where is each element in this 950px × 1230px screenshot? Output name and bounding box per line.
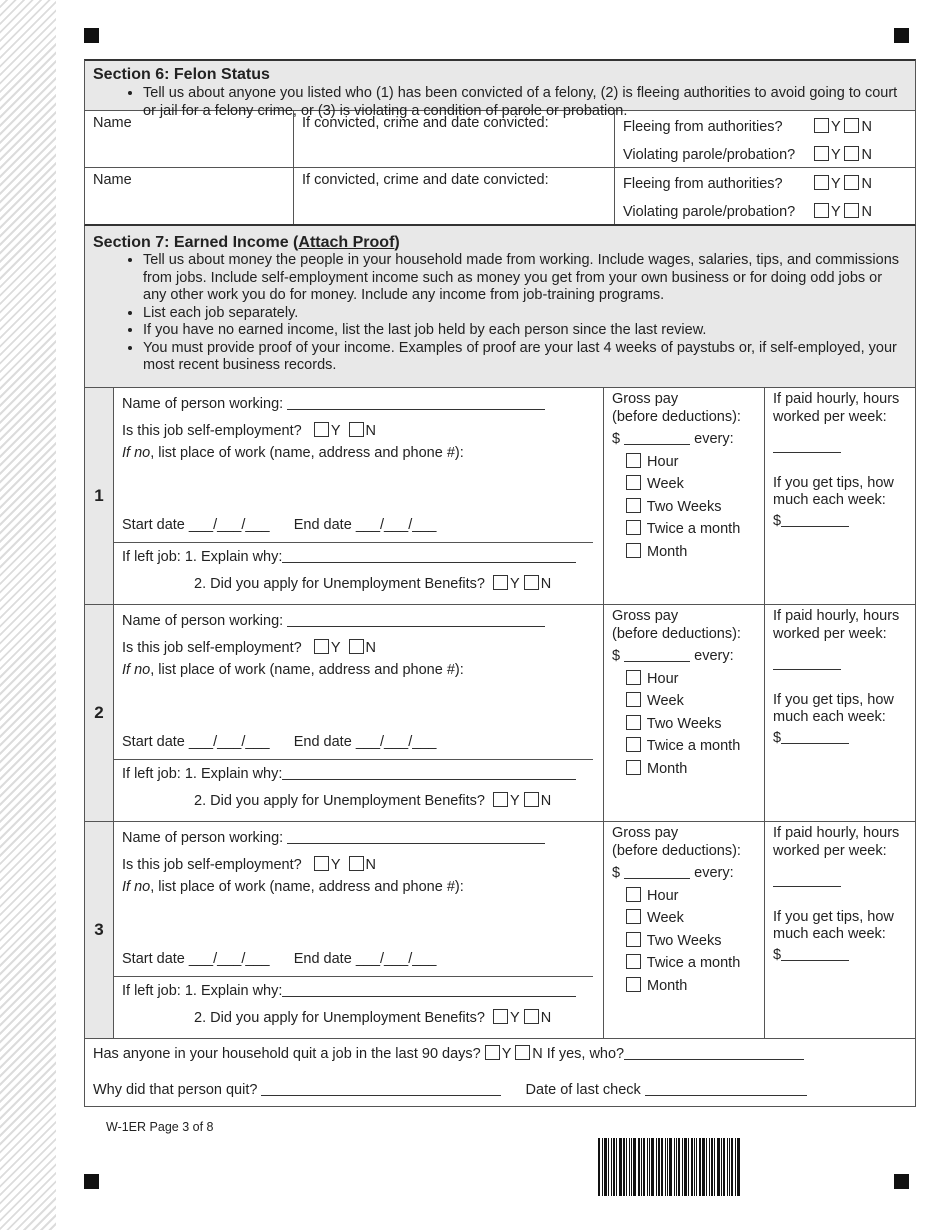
- barcode-bar: [608, 1138, 609, 1196]
- barcode-bar: [656, 1138, 657, 1196]
- pay-period-option[interactable]: [612, 713, 756, 736]
- job-block-3: 3 Name of person working: Is this job self-employment? Y N If no, list place of work (name, address and phone #): Start date ___/___/___ End date ___/___/___ If left job: 1. Explain why: 2. Did you apply for Unemployment Benefits? Y N Gross pay (before deductions): $ every: Hour Week Two Weeks Twice a month Month If paid hourly, hours worked per week: If you get tips, how much each week: $: [84, 822, 916, 1039]
- end-date-label: End date: [293, 517, 352, 533]
- pay-period-label: Twice a month: [646, 955, 741, 971]
- barcode-bar: [658, 1138, 660, 1196]
- unemployment-label: 2. Did you apply for Unemployment Benefits?: [194, 576, 485, 592]
- section7-bullet-2: • List each job separately.: [143, 305, 907, 323]
- quit-question: Has anyone in your household quit a job in the last 90 days?: [93, 1046, 481, 1062]
- start-date-field[interactable]: ___/___/___: [188, 734, 270, 750]
- felon-row-2: Name If convicted, crime and date convicted: Fleeing from authorities? Y N Violating parole/probation? Y N: [84, 168, 916, 226]
- barcode-bar: [731, 1138, 733, 1196]
- barcode-bar: [688, 1138, 689, 1196]
- section6-bullet: • Tell us about anyone you listed who (1) has been convicted of a felony, (2) is fleeing authorities to avoid going to court or jail for a felony crime, or (3) is violating a condition of parole or probation.: [143, 84, 907, 120]
- end-date-label: End date: [293, 734, 352, 750]
- pay-period-checkbox[interactable]: [626, 737, 641, 752]
- barcode-bar: [604, 1138, 607, 1196]
- barcode-bar: [643, 1138, 645, 1196]
- pay-period-option[interactable]: [612, 451, 756, 474]
- pay-period-label: Twice a month: [646, 738, 741, 754]
- section7-bullet-3: • If you have no earned income, list the last job held by each person since the last review.: [143, 322, 907, 340]
- barcode-bar: [638, 1138, 640, 1196]
- parole-label: Violating parole/probation?: [623, 204, 796, 220]
- barcode-bar: [676, 1138, 677, 1196]
- job-number: 3: [85, 822, 114, 1038]
- barcode-bar: [667, 1138, 668, 1196]
- fleeing-no-checkbox[interactable]: [844, 175, 859, 190]
- pay-period-label: Hour: [647, 453, 679, 470]
- registration-mark-bottom-left: [84, 1174, 99, 1189]
- pay-period-label: Hour: [647, 670, 679, 687]
- pay-period-label: Two Weeks: [646, 715, 722, 732]
- quit-section: Has anyone in your household quit a job in the last 90 days? Y N If yes, who? Why did that person quit? Date of last check: [84, 1039, 916, 1107]
- pay-period-checkbox[interactable]: [626, 932, 641, 947]
- barcode-bar: [661, 1138, 663, 1196]
- start-date-field[interactable]: ___/___/___: [188, 951, 270, 967]
- pay-period-checkbox[interactable]: [626, 909, 641, 924]
- pay-period-checkbox[interactable]: [626, 760, 641, 775]
- pay-period-checkbox[interactable]: [626, 498, 641, 513]
- barcode-bar: [631, 1138, 632, 1196]
- explain-why-field[interactable]: [282, 982, 576, 997]
- if-yes-who-label: If yes, who?: [546, 1046, 625, 1062]
- pay-period-label: Twice a month: [646, 521, 741, 537]
- place-of-work-label: , list place of work (name, address and phone #):: [150, 879, 464, 895]
- pay-period-label: Two Weeks: [646, 932, 722, 949]
- last-check-field[interactable]: [645, 1081, 807, 1096]
- pay-period-checkbox[interactable]: [626, 543, 641, 558]
- barcode-bar: [711, 1138, 713, 1196]
- start-date-label: Start date: [122, 734, 185, 750]
- pay-period-option[interactable]: [612, 930, 756, 953]
- fleeing-yes-checkbox[interactable]: [814, 118, 829, 133]
- self-emp-yes-checkbox[interactable]: [314, 422, 329, 437]
- pay-period-label: Month: [647, 543, 688, 560]
- person-working-label: Name of person working:: [122, 613, 284, 629]
- unemp-no-checkbox[interactable]: [524, 575, 539, 590]
- self-employment-label: Is this job self-employment?: [122, 423, 302, 439]
- end-date-field[interactable]: ___/___/___: [355, 734, 437, 750]
- section7-header: [84, 226, 916, 388]
- unemp-yes-checkbox[interactable]: [493, 1009, 508, 1024]
- parole-no-checkbox[interactable]: [844, 146, 859, 161]
- barcode-bar: [691, 1138, 693, 1196]
- pay-period-checkbox[interactable]: [626, 715, 641, 730]
- end-date-field[interactable]: ___/___/___: [355, 951, 437, 967]
- hours-tips-cell: If paid hourly, hours worked per week: If you get tips, how much each week: $: [773, 391, 900, 529]
- barcode: [598, 1138, 754, 1196]
- pay-period-label: Hour: [647, 887, 679, 904]
- section6-title: Section 6: Felon Status: [93, 66, 270, 83]
- quit-no-checkbox[interactable]: [515, 1045, 530, 1060]
- pay-period-checkbox[interactable]: [626, 692, 641, 707]
- parole-label: Violating parole/probation?: [623, 147, 796, 163]
- start-date-label: Start date: [122, 951, 185, 967]
- pay-period-checkbox[interactable]: [626, 887, 641, 902]
- job-block-1: 1 Name of person working: Is this job self-employment? Y N If no, list place of work (name, address and phone #): Start date ___/___/___ End date ___/___/___ If left job: 1. Explain why: 2. Did you apply for Unemployment Benefits? Y N Gross pay (before deductions): $ every: Hour Week Two Weeks Twice a month Month If paid hourly, hours worked per week: If you get tips, how much each week: $: [84, 388, 916, 605]
- person-working-field[interactable]: [287, 829, 545, 844]
- fleeing-no-checkbox[interactable]: [844, 118, 859, 133]
- pay-period-label: Week: [647, 476, 684, 492]
- pay-period-checkbox[interactable]: [626, 475, 641, 490]
- barcode-bar: [629, 1138, 630, 1196]
- start-date-label: Start date: [122, 517, 185, 533]
- pay-period-option[interactable]: [612, 496, 756, 519]
- barcode-bar: [699, 1138, 701, 1196]
- barcode-bar: [682, 1138, 683, 1196]
- page-number: W-1ER Page 3 of 8: [106, 1120, 214, 1134]
- hours-per-week-field[interactable]: [773, 438, 841, 453]
- unemp-yes-checkbox[interactable]: [493, 792, 508, 807]
- barcode-bar: [641, 1138, 642, 1196]
- self-employment-label: Is this job self-employment?: [122, 857, 302, 873]
- left-job-label: If left job: 1. Explain why:: [122, 766, 283, 782]
- person-working-label: Name of person working:: [122, 396, 284, 412]
- tips-per-week-field[interactable]: [781, 512, 849, 527]
- job-number: 1: [85, 388, 114, 604]
- left-job-label: If left job: 1. Explain why:: [122, 549, 283, 565]
- person-working-label: Name of person working:: [122, 830, 284, 846]
- pay-period-label: Week: [647, 693, 684, 709]
- unemp-no-checkbox[interactable]: [524, 1009, 539, 1024]
- felon-row-1: Name If convicted, crime and date convicted: Fleeing from authorities? Y N Violating parole/probation? Y N: [84, 111, 916, 168]
- unemp-yes-checkbox[interactable]: [493, 575, 508, 590]
- felon-name-label: Name: [93, 172, 132, 188]
- last-check-label: Date of last check: [525, 1082, 641, 1098]
- section7-bullet-4: • You must provide proof of your income. Examples of proof are your last 4 weeks of paystubs or, if self-employed, your most recent business records.: [143, 340, 907, 375]
- pay-period-option[interactable]: [612, 541, 756, 564]
- fleeing-label: Fleeing from authorities?: [623, 176, 783, 192]
- hours-per-week-field[interactable]: [773, 872, 841, 887]
- barcode-bar: [729, 1138, 730, 1196]
- job-number: 2: [85, 605, 114, 821]
- pay-period-checkbox[interactable]: [626, 453, 641, 468]
- who-quit-field[interactable]: [624, 1045, 804, 1060]
- gross-pay-field[interactable]: [624, 647, 690, 662]
- barcode-bar: [619, 1138, 622, 1196]
- registration-mark-top-right: [894, 28, 909, 43]
- fleeing-label: Fleeing from authorities?: [623, 119, 783, 135]
- parole-no-checkbox[interactable]: [844, 203, 859, 218]
- hours-tips-cell: If paid hourly, hours worked per week: If you get tips, how much each week: $: [773, 825, 900, 963]
- gross-pay-cell: Gross pay (before deductions): $ every: Hour Week Two Weeks Twice a month Month: [604, 822, 765, 1038]
- section7-title: Section 7: Earned Income (Attach Proof): [93, 234, 400, 251]
- barcode-bar: [598, 1138, 600, 1196]
- attach-proof-link: Attach Proof: [298, 234, 395, 251]
- barcode-bar: [723, 1138, 725, 1196]
- end-date-label: End date: [293, 951, 352, 967]
- registration-mark-bottom-right: [894, 1174, 909, 1189]
- jobs-list: [84, 388, 916, 1039]
- pay-period-option[interactable]: [612, 885, 756, 908]
- unemployment-label: 2. Did you apply for Unemployment Benefits?: [194, 1010, 485, 1026]
- tips-per-week-field[interactable]: [781, 946, 849, 961]
- barcode-bar: [602, 1138, 603, 1196]
- barcode-bar: [702, 1138, 705, 1196]
- why-quit-field[interactable]: [261, 1081, 501, 1096]
- hours-per-week-field[interactable]: [773, 655, 841, 670]
- barcode-bar: [714, 1138, 715, 1196]
- why-quit-label: Why did that person quit?: [93, 1082, 258, 1098]
- pay-period-option[interactable]: [612, 758, 756, 781]
- pay-period-option[interactable]: [612, 473, 756, 496]
- pay-period-option[interactable]: [612, 735, 756, 758]
- felon-crime-label: If convicted, crime and date convicted:: [302, 172, 549, 188]
- barcode-bar: [611, 1138, 612, 1196]
- self-emp-yes-checkbox[interactable]: [314, 856, 329, 871]
- barcode-bar: [674, 1138, 675, 1196]
- gross-pay-cell: Gross pay (before deductions): $ every: Hour Week Two Weeks Twice a month Month: [604, 388, 765, 604]
- pay-period-option[interactable]: [612, 975, 756, 998]
- registration-mark-top-left: [84, 28, 99, 43]
- pay-period-option[interactable]: [612, 690, 756, 713]
- tips-per-week-field[interactable]: [781, 729, 849, 744]
- pay-period-option[interactable]: [612, 907, 756, 930]
- pay-period-checkbox[interactable]: [626, 954, 641, 969]
- start-date-field[interactable]: ___/___/___: [188, 517, 270, 533]
- parole-yes-checkbox[interactable]: [814, 146, 829, 161]
- barcode-bar: [694, 1138, 695, 1196]
- pay-period-checkbox[interactable]: [626, 520, 641, 535]
- pay-period-label: Month: [647, 760, 688, 777]
- parole-yes-checkbox[interactable]: [814, 203, 829, 218]
- pay-period-option[interactable]: [612, 952, 756, 975]
- barcode-bar: [669, 1138, 672, 1196]
- self-employment-label: Is this job self-employment?: [122, 640, 302, 656]
- hours-tips-cell: If paid hourly, hours worked per week: If you get tips, how much each week: $: [773, 608, 900, 746]
- gross-pay-cell: Gross pay (before deductions): $ every: Hour Week Two Weeks Twice a month Month: [604, 605, 765, 821]
- barcode-bar: [721, 1138, 722, 1196]
- self-emp-no-checkbox[interactable]: [349, 856, 364, 871]
- pay-period-option[interactable]: [612, 518, 756, 541]
- place-of-work-label: , list place of work (name, address and phone #):: [150, 445, 464, 461]
- barcode-bar: [613, 1138, 615, 1196]
- place-of-work-label: , list place of work (name, address and phone #):: [150, 662, 464, 678]
- left-job-label: If left job: 1. Explain why:: [122, 983, 283, 999]
- barcode-bar: [616, 1138, 617, 1196]
- barcode-bar: [717, 1138, 720, 1196]
- section7-bullet-1: • Tell us about money the people in your household made from working. Include wages, salaries, tips, and commissions from jobs. Include self-employment income such as money you get from your own business or for doing odd jobs or any other work you do for money. Include any income from job-training programs.: [143, 252, 907, 305]
- person-working-field[interactable]: [287, 395, 545, 410]
- barcode-bar: [647, 1138, 648, 1196]
- gross-pay-field[interactable]: [624, 864, 690, 879]
- self-emp-yes-checkbox[interactable]: [314, 639, 329, 654]
- barcode-bar: [651, 1138, 654, 1196]
- barcode-bar: [678, 1138, 680, 1196]
- end-date-field[interactable]: ___/___/___: [355, 517, 437, 533]
- section6-header: [84, 59, 916, 119]
- pay-period-label: Two Weeks: [646, 498, 722, 515]
- pay-period-option[interactable]: [612, 668, 756, 691]
- pay-period-label: Month: [647, 977, 688, 994]
- barcode-bar: [649, 1138, 650, 1196]
- self-emp-no-checkbox[interactable]: [349, 639, 364, 654]
- barcode-bar: [735, 1138, 736, 1196]
- barcode-bar: [684, 1138, 687, 1196]
- barcode-bar: [706, 1138, 707, 1196]
- explain-why-field[interactable]: [282, 765, 576, 780]
- pay-period-checkbox[interactable]: [626, 670, 641, 685]
- fleeing-yes-checkbox[interactable]: [814, 175, 829, 190]
- pay-period-checkbox[interactable]: [626, 977, 641, 992]
- self-emp-no-checkbox[interactable]: [349, 422, 364, 437]
- unemployment-label: 2. Did you apply for Unemployment Benefits?: [194, 793, 485, 809]
- explain-why-field[interactable]: [282, 548, 576, 563]
- barcode-bar: [665, 1138, 666, 1196]
- barcode-bar: [696, 1138, 697, 1196]
- quit-yes-checkbox[interactable]: [485, 1045, 500, 1060]
- person-working-field[interactable]: [287, 612, 545, 627]
- barcode-bar: [709, 1138, 710, 1196]
- pay-period-label: Week: [647, 910, 684, 926]
- barcode-bar: [623, 1138, 625, 1196]
- unemp-no-checkbox[interactable]: [524, 792, 539, 807]
- form-page: [84, 59, 916, 1107]
- barcode-bar: [633, 1138, 636, 1196]
- job-block-2: 2 Name of person working: Is this job self-employment? Y N If no, list place of work (name, address and phone #): Start date ___/___/___ End date ___/___/___ If left job: 1. Explain why: 2. Did you apply for Unemployment Benefits? Y N Gross pay (before deductions): $ every: Hour Week Two Weeks Twice a month Month If paid hourly, hours worked per week: If you get tips, how much each week: $: [84, 605, 916, 822]
- barcode-bar: [727, 1138, 728, 1196]
- barcode-bar: [737, 1138, 740, 1196]
- felon-name-label: Name: [93, 115, 132, 131]
- barcode-bar: [626, 1138, 627, 1196]
- left-margin-stripe: [0, 0, 56, 1230]
- gross-pay-field[interactable]: [624, 430, 690, 445]
- felon-crime-label: If convicted, crime and date convicted:: [302, 115, 549, 131]
